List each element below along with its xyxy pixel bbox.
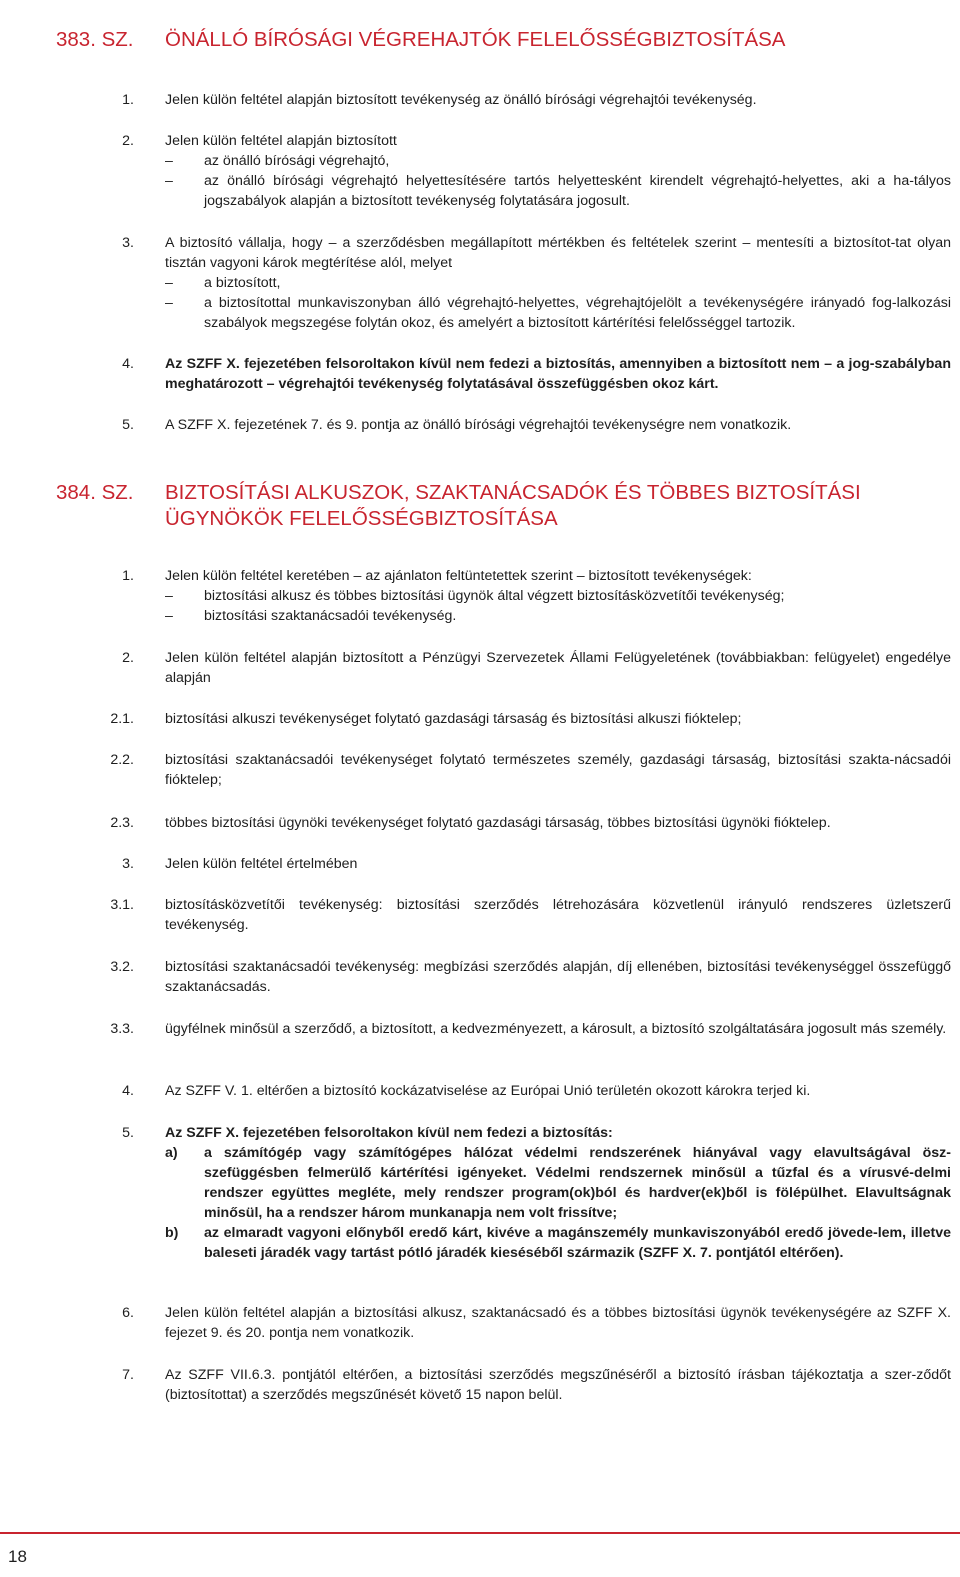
clause-intro: Jelen külön feltétel keretében – az ajánlaton feltüntetettek szerint – biztosított tevékenységek:: [165, 568, 752, 584]
clause-383-4: [56, 354, 951, 394]
clause-number: 5.: [122, 1125, 134, 1141]
clause-intro: Az SZFF X. fejezetében felsoroltakon kívül nem fedezi a biztosítás:: [165, 1125, 613, 1141]
dash-item: – a biztosítottal munkaviszonyban álló végrehajtó-helyettes, végrehajtójelölt a tevékenységére irányadó fog-lalkozási szabályok megszegése folytán okoz, és amelyért a biztosított kártérítési felelősséggel tartozik.: [165, 295, 951, 331]
clause-383-2: [56, 131, 951, 211]
clause-384-3-3: [56, 1019, 951, 1039]
clause-text: ügyfélnek minősül a szerződő, a biztosított, a kedvezményezett, a károsult, a biztosító szolgáltatására jogosult más személy.: [165, 1021, 947, 1037]
clause-text: Jelen külön feltétel alapján biztosított tevékenység az önálló bírósági végrehajtói tevékenység.: [165, 92, 757, 108]
dash-item: – biztosítási alkusz és többes biztosítási ügynök által végzett biztosításközvetítői tevékenység;: [165, 588, 785, 604]
dash-item: – az önálló bírósági végrehajtó,: [165, 153, 390, 169]
section-heading-384: [56, 480, 950, 532]
dash-bullet: –: [165, 153, 173, 169]
clause-number: 5.: [122, 417, 134, 433]
lettered-item-b: b) az elmaradt vagyoni előnyből eredő kárt, kivéve a magánszemély munkaviszonyából eredő jövede-lem, illetve baleseti járadék vagy tartást pótló járadék kieséséből származik (SZFF X. 7. pontjától eltérően).: [165, 1225, 951, 1261]
dash-bullet: –: [165, 588, 173, 604]
clause-intro: A biztosító vállalja, hogy – a szerződésben megállapított mértékben és feltételek szerint – mentesíti a biztosítot-tat olyan tisztán vagyoni károk megtérítése alól, melyet: [165, 235, 951, 271]
clause-text: Jelen külön feltétel alapján biztosított a Pénzügyi Szervezetek Állami Felügyeletének (továbbiakban: felügyelet) engedélye alapján: [165, 650, 951, 686]
clause-384-2-3: [56, 813, 951, 833]
clause-384-5: [56, 1123, 951, 1263]
clause-384-1: [56, 566, 951, 626]
dash-item: – biztosítási szaktanácsadói tevékenység.: [165, 608, 457, 624]
clause-383-5: [56, 415, 951, 435]
clause-text: Jelen külön feltétel alapján a biztosítási alkusz, szaktanácsadó és a többes biztosítási ügynök tevékenységére az SZFF X. fejezet 9. és 20. pontja nem vonatkozik.: [165, 1305, 951, 1341]
clause-number: 2.: [122, 133, 134, 149]
clause-384-3: [56, 854, 951, 874]
section-heading-383: [56, 27, 950, 53]
clause-number: 1.: [122, 568, 134, 584]
section-title: ÖNÁLLÓ BÍRÓSÁGI VÉGREHAJTÓK FELELŐSSÉGBIZTOSÍTÁSA: [165, 28, 786, 51]
clause-384-3-1: [56, 895, 951, 935]
dash-bullet: –: [165, 608, 173, 624]
dash-item: – a biztosított,: [165, 275, 281, 291]
clause-text: biztosítási szaktanácsadói tevékenység: megbízási szerződés alapján, díj ellenében, biztosítási tevékenységgel összefüggő szaktanácsadás.: [165, 959, 951, 995]
clause-384-7: [56, 1365, 951, 1405]
clause-text: többes biztosítási ügynöki tevékenységet folytató gazdasági társaság, többes biztosítási ügynöki fióktelep.: [165, 815, 831, 831]
dash-bullet: –: [165, 275, 173, 291]
section-number: 383. SZ.: [56, 28, 134, 51]
clause-text: biztosításközvetítői tevékenység: biztosítási szerződés létrehozására közvetlenül irányuló rendszeres üzletszerű tevékenység.: [165, 897, 951, 933]
clause-number: 3.3.: [110, 1021, 134, 1037]
clause-number: 3.: [122, 856, 134, 872]
clause-text: Az SZFF V. 1. eltérően a biztosító kockázatviselése az Európai Unió területén okozott károkra terjed ki.: [165, 1083, 811, 1099]
clause-number: 6.: [122, 1305, 134, 1321]
clause-number: 1.: [122, 92, 134, 108]
clause-intro: Jelen külön feltétel alapján biztosított: [165, 133, 397, 149]
clause-number: 4.: [122, 356, 134, 372]
item-label: b): [165, 1225, 179, 1241]
clause-384-2-1: [56, 709, 951, 729]
dash-bullet: –: [165, 173, 173, 189]
clause-384-4: [56, 1081, 951, 1101]
section-title: BIZTOSÍTÁSI ALKUSZOK, SZAKTANÁCSADÓK ÉS TÖBBES BIZTOSÍTÁSI ÜGYNÖKÖK FELELŐSSÉGBIZTOSÍTÁSA: [165, 481, 861, 530]
clause-384-3-2: [56, 957, 951, 997]
page-number: 18: [8, 1547, 27, 1566]
clause-number: 3.1.: [110, 897, 134, 913]
clause-383-1: [56, 90, 951, 110]
clause-number: 4.: [122, 1083, 134, 1099]
footer-rule: [0, 1532, 960, 1534]
clause-number: 2.3.: [110, 815, 134, 831]
clause-text: biztosítási szaktanácsadói tevékenységet folytató természetes személy, gazdasági társaság, biztosítási szakta-nácsadói fióktelep;: [165, 752, 951, 788]
clause-384-2: [56, 648, 951, 688]
lettered-item-a: a) a számítógép vagy számítógépes hálózat védelmi rendszerének hiányával vagy elavultságával ösz-szefüggésben felmerülő kártérítési igényeket. Védelmi rendszernek minősül a tűzfal és a vírusvé-delmi rendszer együttes megléte, mely rendszer program(ok)ból és hardver(ek)ből is fölépülhet. Elavultságnak minősül, ha a rendszer három munkanapja nem volt frissítve;: [165, 1145, 951, 1221]
section-number: 384. SZ.: [56, 481, 134, 504]
clause-text: A SZFF X. fejezetének 7. és 9. pontja az önálló bírósági végrehajtói tevékenységre nem vonatkozik.: [165, 417, 792, 433]
clause-number: 3.: [122, 235, 134, 251]
clause-number: 3.2.: [110, 959, 134, 975]
clause-text: Az SZFF VII.6.3. pontjától eltérően, a biztosítási szerződés megszűnéséről a biztosító írásban tájékoztatja a szer-ződőt (biztosítottat) a szerződés megszűnését követő 15 napon belül.: [165, 1367, 951, 1403]
clause-number: 2.: [122, 650, 134, 666]
clause-text: Jelen külön feltétel értelmében: [165, 856, 358, 872]
clause-text: biztosítási alkuszi tevékenységet folytató gazdasági társaság és biztosítási alkuszi fióktelep;: [165, 711, 742, 727]
clause-383-3: [56, 233, 951, 333]
clause-384-6: [56, 1303, 951, 1343]
dash-item: – az önálló bírósági végrehajtó helyettesítésére tartós helyettesként kirendelt végrehajtó-helyettes, aki a ha-tályos jogszabályok alapján a biztosított tevékenység folytatására jogosult.: [165, 173, 951, 209]
clause-384-2-2: [56, 750, 951, 790]
clause-number: 7.: [122, 1367, 134, 1383]
clause-number: 2.1.: [110, 711, 134, 727]
clause-text: Az SZFF X. fejezetében felsoroltakon kívül nem fedezi a biztosítás, amennyiben a biztosított nem – a jog-szabályban meghatározott – végrehajtói tevékenység folytatásával összefüggésben okoz kárt.: [165, 356, 951, 392]
clause-number: 2.2.: [110, 752, 134, 768]
dash-bullet: –: [165, 295, 173, 311]
item-label: a): [165, 1145, 178, 1161]
